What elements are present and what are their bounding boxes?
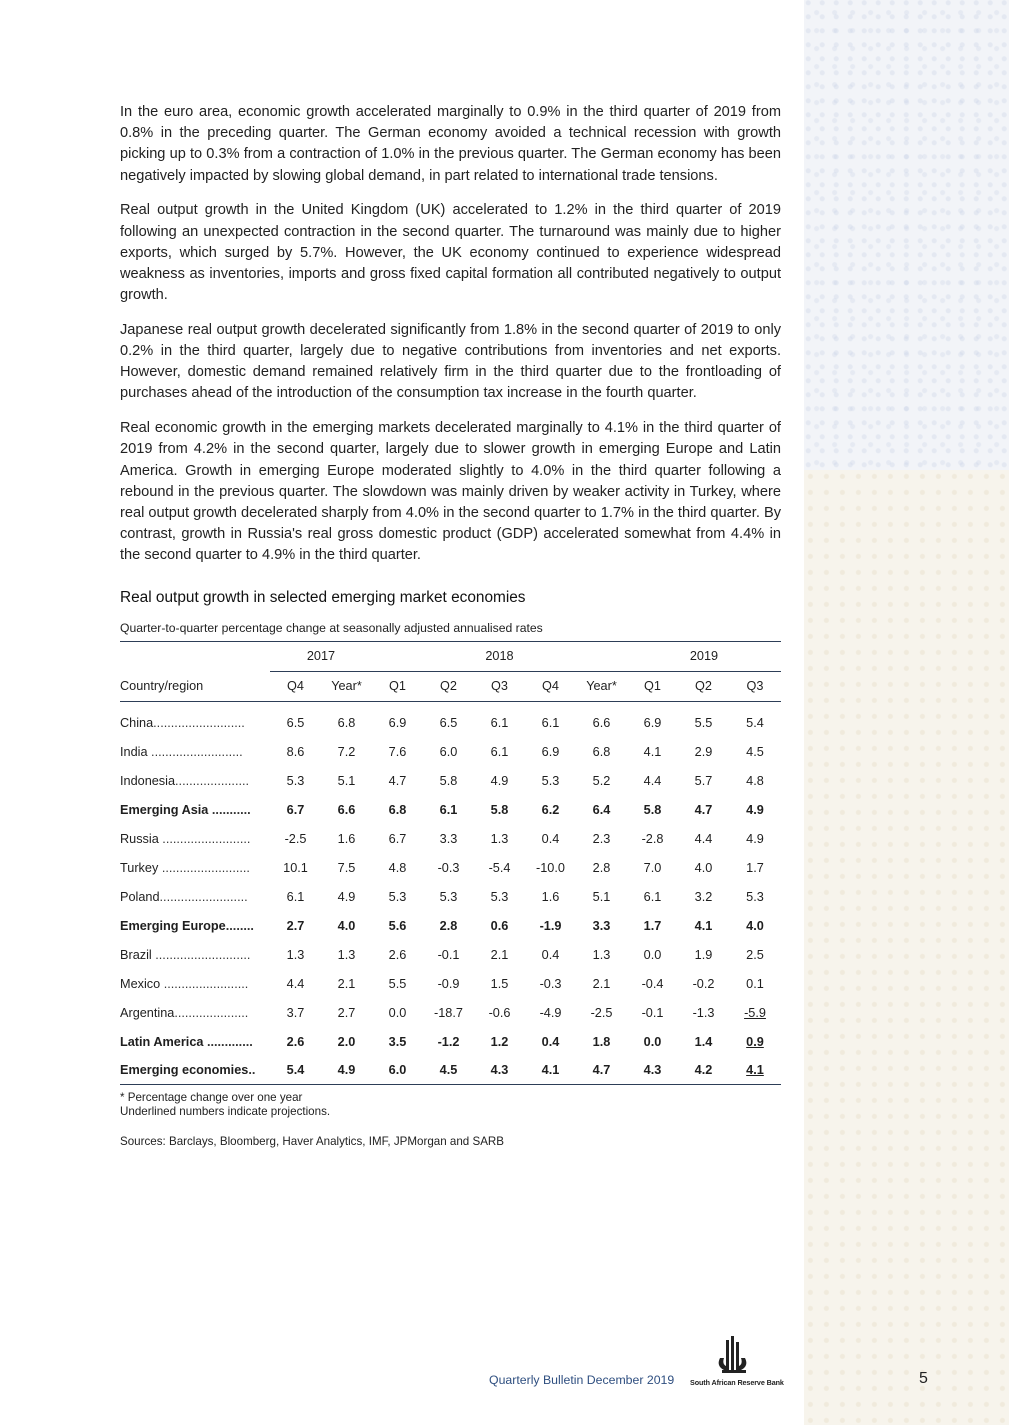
table-cell: 1.2 [490, 1035, 509, 1050]
table-cell: 4.4 [694, 832, 713, 847]
leader-dots: ......................... [158, 861, 250, 876]
year-header-2019: 2019 [627, 642, 781, 672]
page-number: 5 [919, 1370, 928, 1387]
table-cell: 2.1 [490, 948, 509, 963]
table-cell: 5.1 [592, 890, 611, 905]
column-header: Q1 [627, 671, 678, 701]
footer-logo-text: South African Reserve Bank [690, 1378, 784, 1387]
table-cell: 4.1 [525, 1057, 576, 1085]
country-name: Emerging Europe [120, 919, 226, 934]
row-label [120, 941, 270, 970]
column-header: Q1 [372, 671, 423, 701]
leader-dots: ............. [203, 1035, 253, 1050]
table-cell: 8.6 [286, 745, 305, 760]
table-cell: 4.9 [337, 890, 356, 905]
table-cell: 5.2 [592, 774, 611, 789]
table-cell: 5.8 [643, 803, 662, 818]
table-row [120, 738, 781, 767]
table-cell: 7.6 [388, 745, 407, 760]
table-cell: 0.6 [490, 919, 509, 934]
table-cell: -2.5 [284, 832, 307, 847]
column-header: Q2 [423, 671, 474, 701]
table-cell: 1.3 [286, 948, 305, 963]
table-cell: 5.3 [388, 890, 407, 905]
table-cell: 0.1 [746, 977, 764, 992]
table-cell: 6.4 [592, 803, 611, 818]
table-cell: -2.5 [590, 1006, 613, 1021]
table-cell: 6.1 [490, 716, 509, 731]
table-row [120, 709, 781, 738]
table-cell: 1.5 [490, 977, 509, 992]
table-cell: 1.4 [694, 1035, 713, 1050]
row-label [120, 796, 270, 825]
table-cell: 5.3 [439, 890, 458, 905]
table-cell: 4.7 [576, 1057, 627, 1085]
leader-dots: .......................... [153, 716, 245, 731]
country-name: India [120, 745, 148, 760]
table-cell: 4.3 [474, 1057, 525, 1085]
table-cell: 2.1 [337, 977, 356, 992]
paragraph-emerging-markets: Real economic growth in the emerging markets decelerated marginally to 4.1% in the third quarter of 2019 from 4.2% in the second quarter, largely due to slower growth in emerging Europe and Latin America. Growth in emerging Europe moderated slightly to 4.0% in the third quarter following a rebound in the previous quarter. The slowdown was mainly driven by weaker activity in Turkey, where real output growth decelerated sharply from 4.0% in the second quarter to 1.7% in the third quarter. By contrast, growth in Russia's real gross domestic product (GDP) accelerated somewhat from 4.4% in the second quarter to 4.9% in the third quarter. [120, 420, 781, 564]
table-cell: 4.9 [321, 1057, 372, 1085]
row-label [120, 767, 270, 796]
table-cell: 5.3 [746, 890, 764, 905]
table-row [120, 912, 781, 941]
leader-dots: ........ [225, 919, 254, 934]
table-cell: 3.3 [439, 832, 458, 847]
table-cell: 7.2 [337, 745, 356, 760]
table-cell: 5.8 [439, 774, 458, 789]
table-cell: -0.4 [641, 977, 664, 992]
table-cell: -1.9 [539, 919, 562, 934]
table-cell: 1.6 [541, 890, 560, 905]
country-name: Poland [120, 890, 160, 905]
table-cell: 6.5 [439, 716, 458, 731]
row-label [120, 883, 270, 912]
year-header-2018: 2018 [372, 642, 627, 672]
column-header: Q4 [270, 671, 321, 701]
table-cell: 1.7 [746, 861, 764, 876]
table-cell: 2.0 [337, 1035, 356, 1050]
table-cell: 6.1 [541, 716, 560, 731]
paragraph-euro-area: In the euro area, economic growth accelerated marginally to 0.9% in the third quarter of 2019 from 0.8% in the preceding quarter. The German economy avoided a technical recession with growth picking up to 0.3% from a contraction of 1.0% in the previous quarter. The German economy has been negatively impacted by slowing global demand, in part related to international trade tensions. [120, 104, 781, 184]
table-cell: 0.9 [746, 1035, 764, 1050]
table-row [120, 941, 781, 970]
table-row [120, 883, 781, 912]
table-cell: -1.2 [437, 1035, 460, 1050]
table-cell: 6.2 [541, 803, 560, 818]
row-label [120, 738, 270, 767]
table-cell: 4.5 [746, 745, 764, 760]
table-cell: 2.8 [439, 919, 458, 934]
table-cell: 4.0 [746, 919, 764, 934]
table-cell: -5.9 [744, 1006, 766, 1021]
column-header: Year* [576, 671, 627, 701]
table-cell: 1.7 [643, 919, 662, 934]
table-cell: 2.8 [592, 861, 611, 876]
table-cell: 6.8 [388, 803, 407, 818]
page-content [120, 102, 781, 1148]
table-cell: 1.3 [337, 948, 356, 963]
table-cell: 5.6 [388, 919, 407, 934]
table-row [120, 1057, 781, 1085]
row-label [120, 1057, 270, 1085]
table-row [120, 1028, 781, 1057]
table-cell: 4.7 [694, 803, 713, 818]
table-cell: 3.3 [592, 919, 611, 934]
column-header: Q2 [678, 671, 729, 701]
note-underline: Underlined numbers indicate projections. [120, 1105, 331, 1119]
country-name: Emerging Asia [120, 803, 209, 818]
table-cell: 1.3 [490, 832, 509, 847]
table-cell: 6.1 [286, 890, 305, 905]
table-cell: 5.1 [337, 774, 356, 789]
table-cell: 2.1 [592, 977, 611, 992]
table-cell: 7.0 [643, 861, 662, 876]
country-name: Latin America [120, 1035, 204, 1050]
leader-dots: .......................... [147, 745, 243, 760]
table-cell: 0.4 [541, 1035, 560, 1050]
table-cell: 5.4 [746, 716, 764, 731]
leader-dots: ......................... [159, 890, 248, 905]
country-name: Mexico [120, 977, 161, 992]
table-cell: -0.6 [488, 1006, 511, 1021]
table-cell: 0.0 [643, 948, 662, 963]
leader-dots: ........... [208, 803, 251, 818]
table-cell: -0.1 [437, 948, 460, 963]
table-cell: 5.3 [490, 890, 509, 905]
table-cell: 5.5 [694, 716, 713, 731]
table-cell: 6.7 [388, 832, 407, 847]
table-cell: -0.3 [437, 861, 460, 876]
table-sources: Sources: Barclays, Bloomberg, Haver Analytics, IMF, JPMorgan and SARB [120, 1134, 505, 1148]
row-label [120, 854, 270, 883]
country-name: Turkey [120, 861, 159, 876]
table-cell: 6.1 [490, 745, 509, 760]
row-label [120, 912, 270, 941]
column-header: Q4 [525, 671, 576, 701]
table-cell: -0.2 [692, 977, 715, 992]
table-cell: 2.6 [388, 948, 407, 963]
table-row [120, 854, 781, 883]
table-cell: 5.5 [388, 977, 407, 992]
column-header: Year* [321, 671, 372, 701]
row-label [120, 970, 270, 999]
table-subtitle: Quarter-to-quarter percentage change at seasonally adjusted annualised rates [120, 621, 781, 642]
table-cell: 6.9 [388, 716, 407, 731]
table-cell: -10.0 [536, 861, 565, 876]
row-label [120, 999, 270, 1028]
table-cell: 0.4 [541, 832, 560, 847]
country-name: Brazil [120, 948, 152, 963]
table-cell: 5.3 [541, 774, 560, 789]
table-cell: 2.9 [694, 745, 713, 760]
table-cell: 6.7 [286, 803, 305, 818]
table-cell: 4.0 [694, 861, 713, 876]
table-cell: 1.6 [337, 832, 356, 847]
table-cell: 1.9 [694, 948, 713, 963]
table-cell: 4.9 [746, 832, 764, 847]
table-cell: 5.8 [490, 803, 509, 818]
table-cell: 6.6 [337, 803, 356, 818]
country-header: Country/region [120, 671, 270, 701]
table-cell: 2.7 [286, 919, 305, 934]
table-cell: 4.8 [388, 861, 407, 876]
paragraph-japan: Japanese real output growth decelerated significantly from 1.8% in the second quarter of 2019 to only 0.2% in the third quarter, largely due to negative contributions from inventories and net exports. However, domestic demand remained relatively firm in the third quarter due to the frontloading of purchases ahead of the introduction of the consumption tax increase in the fourth quarter. [120, 321, 781, 402]
table-cell: 3.5 [388, 1035, 407, 1050]
table-cell: 6.1 [643, 890, 662, 905]
table-cell: -0.9 [437, 977, 460, 992]
row-label [120, 825, 270, 854]
table-cell: 6.0 [372, 1057, 423, 1085]
table-cell: 7.5 [337, 861, 356, 876]
table-cell: 4.0 [337, 919, 356, 934]
row-label [120, 709, 270, 738]
table-cell: 4.1 [729, 1057, 781, 1085]
table-row [120, 970, 781, 999]
column-header: Q3 [729, 671, 781, 701]
table-cell: 6.8 [592, 745, 611, 760]
table-cell: 5.4 [270, 1057, 321, 1085]
table-cell: 4.2 [678, 1057, 729, 1085]
table-cell: 6.9 [541, 745, 560, 760]
table-cell: 4.9 [746, 803, 764, 818]
leader-dots: .. [248, 1063, 256, 1078]
table-cell: -18.7 [434, 1006, 463, 1021]
table-cell: 2.5 [746, 948, 764, 963]
table-cell: 4.4 [286, 977, 305, 992]
table-cell: 6.1 [439, 803, 458, 818]
paragraph-uk: Real output growth in the United Kingdom (UK) accelerated to 1.2% in the third quarter of 2019 following an unexpected contraction in the second quarter. The turnaround was mainly due to higher exports, which surged by 5.7%. However, the UK economy continued to experience widespread weakness as inventories, imports and gross fixed capital formation all contributed negatively to output growth. [120, 202, 781, 304]
table-cell: 0.4 [541, 948, 560, 963]
table-cell: 3.2 [694, 890, 713, 905]
leader-dots: ......................... [158, 832, 251, 847]
country-name: Indonesia [120, 774, 176, 789]
table-row [120, 825, 781, 854]
leader-dots: ........................... [151, 948, 251, 963]
table-row [120, 999, 781, 1028]
country-name: Emerging economies [120, 1063, 249, 1078]
table-cell: 4.8 [746, 774, 764, 789]
table-cell: 4.1 [694, 919, 713, 934]
table-cell: 2.6 [286, 1035, 305, 1050]
country-name: Argentina [120, 1006, 175, 1021]
table-notes [120, 1091, 781, 1120]
leader-dots: ........................ [160, 977, 249, 992]
country-name: China [120, 716, 154, 731]
leader-dots: ..................... [174, 1006, 249, 1021]
column-header: Q3 [474, 671, 525, 701]
row-label [120, 1028, 270, 1057]
table-cell: -4.9 [539, 1006, 562, 1021]
table-cell: 0.0 [643, 1035, 662, 1050]
table-cell: 1.8 [592, 1035, 611, 1050]
table-cell: 6.6 [592, 716, 611, 731]
table-cell: 4.4 [643, 774, 662, 789]
table-cell: 2.3 [592, 832, 611, 847]
table-cell: 6.8 [337, 716, 356, 731]
table-cell: 1.3 [592, 948, 611, 963]
growth-table [120, 642, 781, 1085]
table-cell: -2.8 [641, 832, 664, 847]
table-cell: 4.3 [627, 1057, 678, 1085]
table-cell: 6.9 [643, 716, 662, 731]
table-cell: 5.3 [286, 774, 305, 789]
country-name: Russia [120, 832, 159, 847]
footer-publication: Quarterly Bulletin December 2019 [489, 1373, 675, 1387]
table-cell: 4.5 [423, 1057, 474, 1085]
table-cell: -5.4 [488, 861, 511, 876]
table-cell: 4.1 [643, 745, 662, 760]
year-header-2017: 2017 [270, 642, 372, 672]
note-star: * Percentage change over one year [120, 1090, 303, 1104]
table-cell: -0.3 [539, 977, 562, 992]
table-cell: 6.5 [286, 716, 305, 731]
table-cell: 0.0 [388, 1006, 407, 1021]
table-cell: 4.9 [490, 774, 509, 789]
table-title: Real output growth in selected emerging market economies [120, 588, 526, 606]
table-cell: 10.1 [283, 861, 308, 876]
table-row [120, 767, 781, 796]
table-cell: -0.1 [641, 1006, 664, 1021]
leader-dots: ..................... [175, 774, 250, 789]
table-cell: 2.7 [337, 1006, 356, 1021]
table-cell: -1.3 [692, 1006, 715, 1021]
table-cell: 4.7 [388, 774, 407, 789]
decorative-side-band [804, 0, 1009, 1425]
table-row [120, 796, 781, 825]
table-cell: 6.0 [439, 745, 458, 760]
table-cell: 5.7 [694, 774, 713, 789]
table-cell: 3.7 [286, 1006, 305, 1021]
